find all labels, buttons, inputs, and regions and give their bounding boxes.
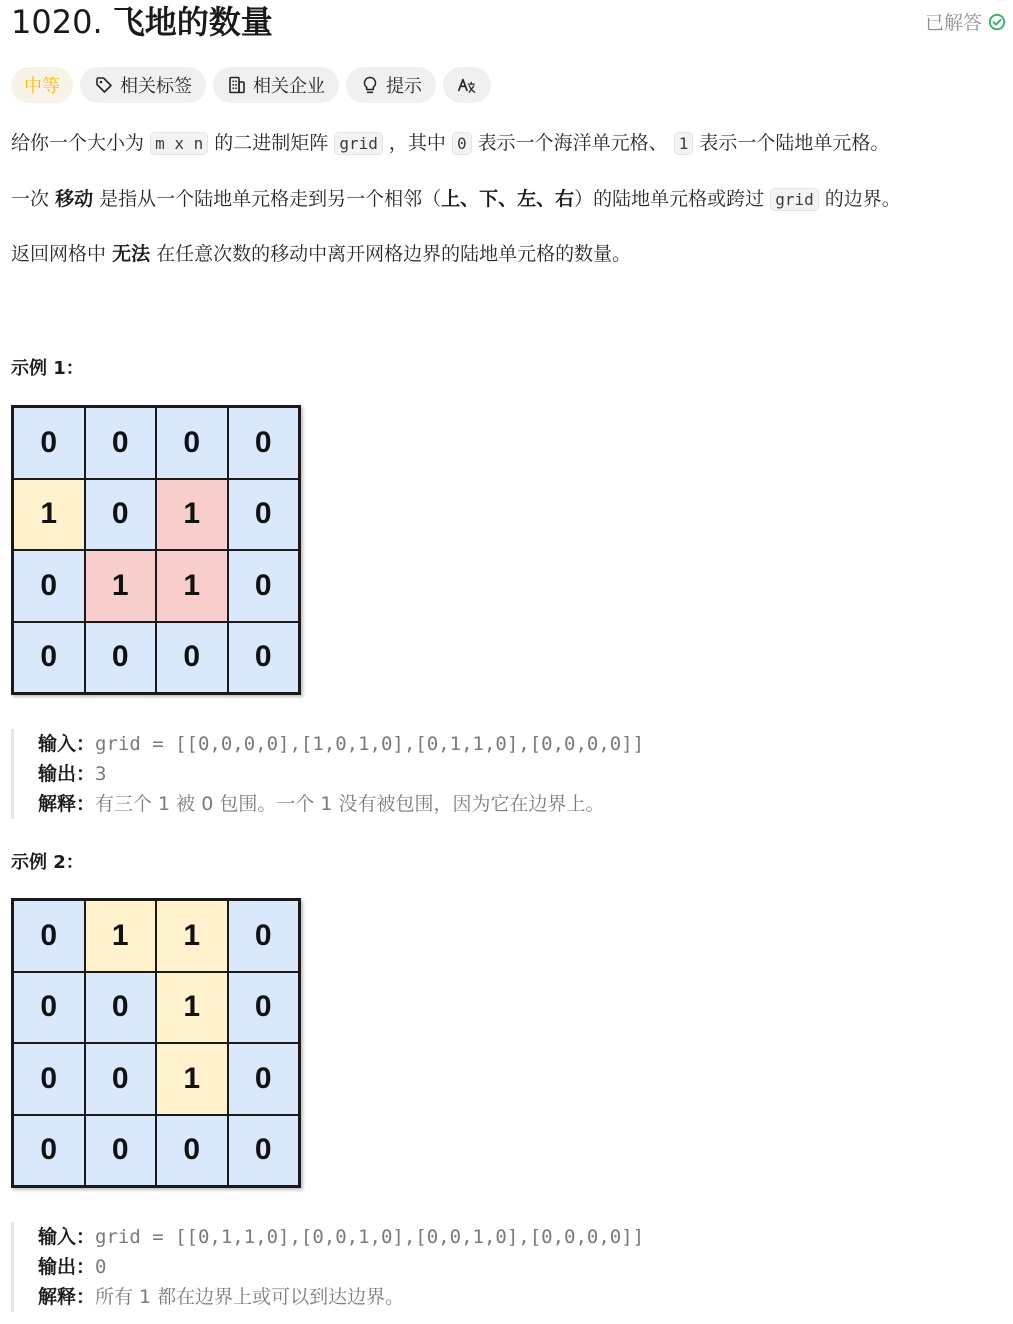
grid-cell: 1: [85, 900, 157, 972]
desc-bold: 上、下、左、右: [441, 188, 575, 210]
tag-icon: [94, 75, 114, 95]
tag-bar: [11, 67, 491, 103]
input-value: grid = [[0,0,0,0],[1,0,1,0],[0,1,1,0],[0,0,0,0]]: [95, 733, 645, 755]
desc-text: 给你一个大小为: [11, 132, 145, 154]
difficulty-label: 中等: [24, 76, 60, 97]
grid-cell: 0: [13, 550, 85, 622]
grid-cell: 0: [228, 1043, 300, 1115]
grid-cell: 0: [85, 1043, 157, 1115]
grid-cell: 0: [228, 479, 300, 551]
desc-text: ，其中: [388, 132, 446, 154]
inline-code: m x n: [150, 132, 208, 155]
output-value: 0: [95, 1256, 107, 1278]
input-value: grid = [[0,1,1,0],[0,0,1,0],[0,0,1,0],[0,0,0,0]]: [95, 1226, 645, 1248]
desc-text: 的边界。: [824, 188, 901, 210]
hint-label: 提示: [386, 76, 422, 97]
grid-cell: 1: [85, 550, 157, 622]
grid-cell: 1: [156, 972, 228, 1044]
grid-cell: 0: [13, 1115, 85, 1187]
grid-cell: 1: [156, 479, 228, 551]
example-1-title: 示例 1：: [11, 358, 84, 379]
grid-cell: 0: [228, 1115, 300, 1187]
problem-header: [11, 0, 1006, 44]
problem-page: [11, 0, 1006, 1308]
grid-cell: 0: [228, 550, 300, 622]
problem-number: 1020.: [11, 3, 103, 41]
grid-cell: 0: [85, 479, 157, 551]
grid-cell: 0: [13, 972, 85, 1044]
explain-text: 有三个 1 被 0 包围。一个 1 没有被包围，因为它在边界上。: [95, 793, 605, 815]
grid-cell: 0: [85, 1115, 157, 1187]
desc-text: 的二进制矩阵: [214, 132, 329, 154]
example-2-output: [38, 1252, 644, 1282]
grid-cell: 0: [228, 622, 300, 694]
grid-cell: 0: [228, 900, 300, 972]
desc-text: 一次: [11, 188, 50, 210]
example-2-title: 示例 2：: [11, 852, 84, 873]
explain-label: 解释：: [38, 1286, 96, 1308]
explain-label: 解释：: [38, 793, 96, 815]
inline-code: grid: [770, 188, 819, 211]
grid-cell: 1: [156, 900, 228, 972]
example-2-grid: [11, 898, 301, 1188]
lightbulb-icon: [360, 75, 380, 95]
companies-label: 相关企业: [253, 76, 325, 97]
hint-tag[interactable]: [346, 67, 436, 103]
example-2-block: [11, 1222, 644, 1312]
translate-icon: [457, 75, 477, 95]
output-value: 3: [95, 763, 107, 785]
description-paragraph-1: [11, 128, 889, 159]
grid-cell: 0: [228, 407, 300, 479]
grid-cell: 1: [156, 550, 228, 622]
desc-bold: 无法: [112, 243, 151, 265]
explain-text: 所有 1 都在边界上或可以到达边界。: [95, 1286, 405, 1308]
example-2-input: [38, 1222, 644, 1252]
difficulty-tag[interactable]: [11, 67, 73, 103]
grid-cell: 0: [156, 1115, 228, 1187]
desc-text: 在任意次数的移动中离开网格边界的陆地单元格的数量。: [156, 243, 632, 265]
example-1-explanation: [38, 789, 644, 819]
solved-label: 已解答: [924, 12, 982, 34]
grid-cell: 0: [156, 622, 228, 694]
inline-code: 1: [674, 132, 694, 155]
example-2-explanation: [38, 1282, 644, 1312]
problem-name: 飞地的数量: [112, 3, 273, 41]
inline-code: 0: [452, 132, 472, 155]
grid-cell: 0: [13, 407, 85, 479]
problem-title: [11, 2, 273, 42]
desc-text: 表示一个海洋单元格、: [477, 132, 668, 154]
example-1-block: [11, 729, 644, 819]
desc-text: 表示一个陆地单元格。: [699, 132, 890, 154]
desc-bold: 移动: [55, 188, 94, 210]
grid-cell: 0: [85, 972, 157, 1044]
grid-cell: 0: [156, 407, 228, 479]
check-circle-icon: [988, 13, 1006, 31]
grid-cell: 0: [13, 900, 85, 972]
desc-text: 返回网格中: [11, 243, 107, 265]
example-1-input: [38, 729, 644, 759]
output-label: 输出：: [38, 763, 96, 785]
building-icon: [227, 75, 247, 95]
grid-cell: 0: [13, 1043, 85, 1115]
desc-text: ）的陆地单元格或跨过: [574, 188, 765, 210]
translate-tag[interactable]: [443, 67, 491, 103]
input-label: 输入：: [38, 733, 96, 755]
inline-code: grid: [334, 132, 383, 155]
output-label: 输出：: [38, 1256, 96, 1278]
description-paragraph-3: [11, 239, 631, 269]
grid-cell: 0: [85, 622, 157, 694]
example-1-grid: [11, 405, 301, 695]
solved-status[interactable]: [925, 8, 1006, 35]
topics-tag[interactable]: [80, 67, 206, 103]
grid-cell: 0: [85, 407, 157, 479]
grid-cell: 0: [13, 622, 85, 694]
input-label: 输入：: [38, 1226, 96, 1248]
topics-label: 相关标签: [120, 76, 192, 97]
example-1-output: [38, 759, 644, 789]
description-paragraph-2: [11, 184, 901, 215]
grid-cell: 0: [228, 972, 300, 1044]
companies-tag[interactable]: [213, 67, 339, 103]
grid-cell: 1: [156, 1043, 228, 1115]
desc-text: 是指从一个陆地单元格走到另一个相邻（: [99, 188, 442, 210]
grid-cell: 1: [13, 479, 85, 551]
